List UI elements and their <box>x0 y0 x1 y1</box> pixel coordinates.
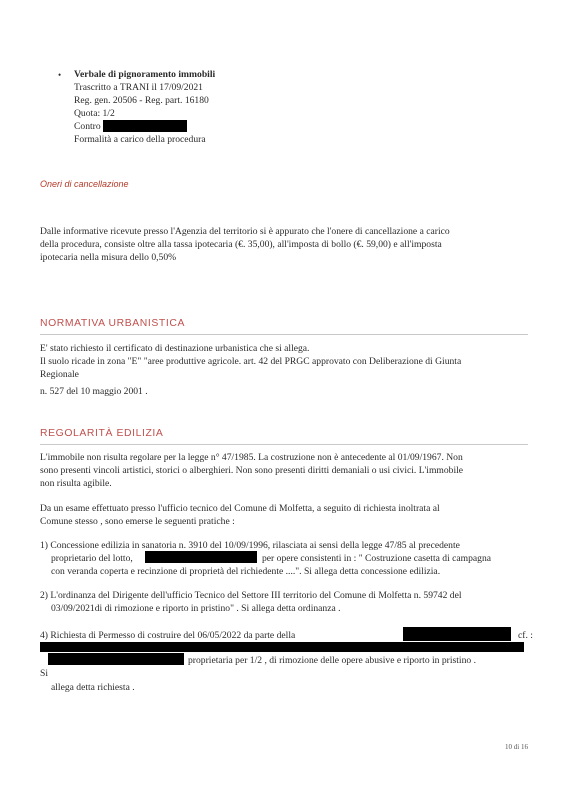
verbale-line: Contro <box>74 121 101 132</box>
redaction-box <box>48 653 184 665</box>
page-number: 10 di 16 <box>505 743 528 751</box>
normativa-line: Regionale <box>40 369 79 380</box>
pratica-2-line: 03/09/2021di di rimozione e riporto in pristino" . Si allega detta ordinanza . <box>51 603 341 614</box>
section-divider <box>40 334 528 335</box>
redaction-box <box>145 551 257 563</box>
regolarita-line: Da un esame effettuato presso l'ufficio tecnico del Comune di Molfetta, a seguito di richiesta inoltrata al <box>40 503 440 514</box>
pratica-1-line: con veranda coperta e recinzione di proprietà del richiedente ....". Si allega detta concessione edilizia. <box>51 566 441 577</box>
redaction-box <box>40 642 524 652</box>
pratica-4-cf: cf. : <box>518 630 533 641</box>
pratica-1-line: per opere consistenti in : " Costruzione casetta di campagna <box>262 553 492 564</box>
redaction-box <box>403 627 511 641</box>
section-title-normativa: NORMATIVA URBANISTICA <box>40 318 185 329</box>
pratica-2-line: 2) L'ordinanza del Dirigente dell'ufficio Tecnico del Settore III territorio del Comune di Molfetta n. 59742 del <box>40 590 462 601</box>
oneri-paragraph-line: Dalle informative ricevute presso l'Agenzia del territorio si è appurato che l'onere di cancellazione a carico <box>40 226 450 237</box>
regolarita-line: L'immobile non risulta regolare per la legge n° 47/1985. La costruzione non è antecedente al 01/09/1967. Non <box>40 452 463 463</box>
normativa-line: Il suolo ricade in zona "E" "aree produttive agricole. art. 42 del PRGC approvato con Deliberazione di Giunta <box>40 356 462 367</box>
verbale-line: Formalità a carico della procedura <box>74 134 206 145</box>
normativa-line: E' stato richiesto il certificato di destinazione urbanistica che si allega. <box>40 343 310 354</box>
pratica-4-line: Si <box>40 668 49 679</box>
regolarita-line: non risulta agibile. <box>40 478 112 489</box>
oneri-paragraph-line: della procedura, consiste oltre alla tassa ipotecaria (€. 35,00), all'imposta di bollo (€. 59,00) e all'imposta <box>40 239 442 250</box>
regolarita-line: sono presenti vincoli artistici, storici o alberghieri. Non sono presenti diritti demaniali o usi civici. L'immobile <box>40 465 464 476</box>
pratica-4-line: 4) Richiesta di Permesso di costruire del 06/05/2022 da parte della <box>40 630 296 641</box>
redaction-box <box>103 120 187 132</box>
regolarita-line: Comune stesso , sono emerse le seguenti pratiche : <box>40 516 235 527</box>
pratica-1-line: 1) Concessione edilizia in sanatoria n. 3910 del 10/09/1996, rilasciata ai sensi della legge 47/85 al precedente <box>40 540 460 551</box>
normativa-line: n. 527 del 10 maggio 2001 . <box>40 386 148 397</box>
oneri-heading: Oneri di cancellazione <box>40 179 129 189</box>
oneri-paragraph-line: ipotecaria nella misura dello 0,50% <box>40 252 177 263</box>
verbale-line: Trascritto a TRANI il 17/09/2021 <box>74 82 203 93</box>
bullet-marker: • <box>58 70 62 80</box>
section-title-regolarita: REGOLARITÀ EDILIZIA <box>40 428 164 439</box>
pratica-4-line: proprietaria per 1/2 , di rimozione delle opere abusive e riporto in pristino . <box>188 655 476 666</box>
verbale-line: Reg. gen. 20506 - Reg. part. 16180 <box>74 95 209 106</box>
pratica-1-line: proprietario del lotto, <box>51 553 133 564</box>
verbale-line: Quota: 1/2 <box>74 108 115 119</box>
section-divider <box>40 444 528 445</box>
verbale-title: Verbale di pignoramento immobili <box>74 69 216 80</box>
pratica-4-line: allega detta richiesta . <box>51 682 135 693</box>
